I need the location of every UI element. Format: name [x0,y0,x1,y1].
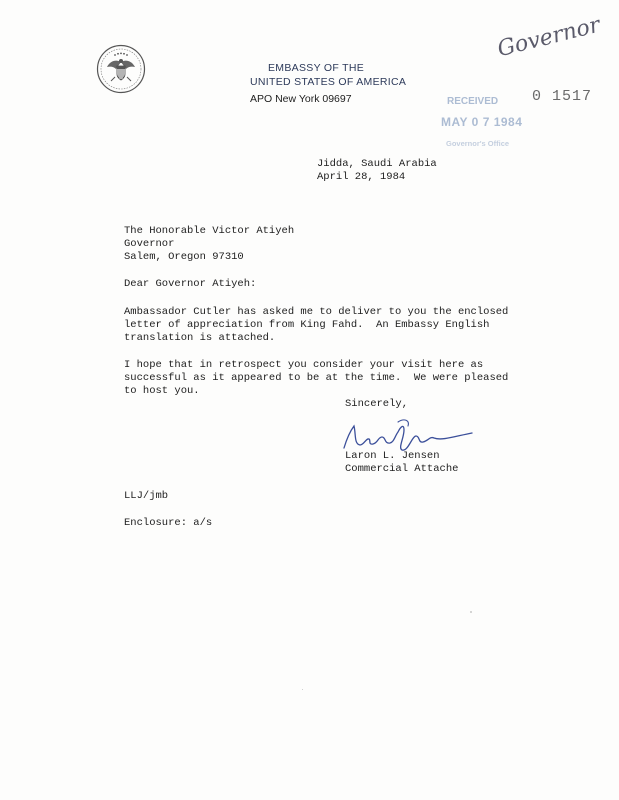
received-stamp-line-1: RECEIVED [447,96,499,107]
stamp-number: 0 1517 [532,88,593,105]
body-p2-line-2: successful as it appeared to be at the time. We were pleased [124,372,509,384]
closing: Sincerely, [345,398,409,410]
letterhead-apo: APO New York 09697 [250,93,352,105]
scan-speck [470,611,472,613]
letterhead-line-1: EMBASSY OF THE [268,62,365,74]
reference-initials: LLJ/jmb [124,490,169,502]
body-p1-line-2: letter of appreciation from King Fahd. An Embassy English [124,319,490,331]
body-p1-line-3: translation is attached. [124,332,276,344]
recipient-address: Salem, Oregon 97310 [124,251,244,263]
body-p2-line-1: I hope that in retrospect you consider your visit here as [124,359,484,371]
signer-title: Commercial Attache [345,463,459,475]
signer-name: Laron L. Jensen [345,450,440,462]
embassy-seal [96,44,146,94]
scan-speck [302,689,303,690]
letterhead-line-2: UNITED STATES OF AMERICA [250,76,407,88]
recipient-title: Governor [124,238,175,250]
date: April 28, 1984 [317,171,406,183]
salutation: Dear Governor Atiyeh: [124,278,257,290]
handwritten-note: Governor [495,12,603,63]
body-p2-line-3: to host you. [124,385,200,397]
place: Jidda, Saudi Arabia [317,158,437,170]
enclosure-line: Enclosure: a/s [124,517,213,529]
body-p1-line-1: Ambassador Cutler has asked me to deliver to you the enclosed [124,306,509,318]
received-stamp-line-3: Governor's Office [446,139,510,148]
received-stamp-line-2: MAY 0 7 1984 [441,115,523,129]
recipient-name: The Honorable Victor Atiyeh [124,225,295,237]
